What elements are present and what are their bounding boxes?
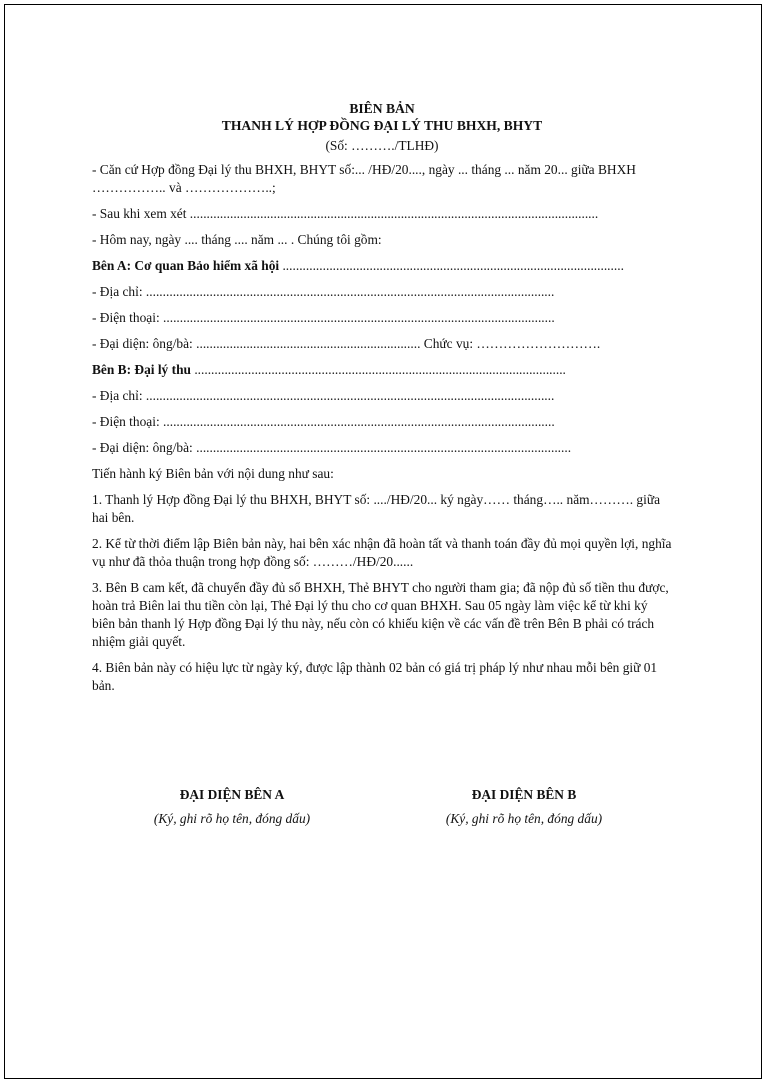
document-title-line1: BIÊN BẢN bbox=[349, 101, 415, 116]
party-a-heading bbox=[92, 257, 672, 275]
content-lead: Tiến hành ký Biên bản với nội dung như sau: bbox=[92, 466, 334, 481]
signature-party-a bbox=[102, 786, 362, 828]
party-a-representative: - Đại diện: ông/bà: ................................................................... Chức vụ: ………………………. bbox=[92, 336, 601, 351]
party-b-heading bbox=[92, 361, 672, 379]
document-body bbox=[92, 100, 672, 703]
document-number: (Số: ………./TLHĐ) bbox=[325, 138, 439, 153]
signature-party-b bbox=[394, 786, 654, 828]
party-a-label: Bên A: Cơ quan Bảo hiểm xã hội bbox=[92, 258, 280, 273]
party-a-label-dots: ...................................................................................................... bbox=[279, 258, 624, 273]
date-line: - Hôm nay, ngày .... tháng .... năm ... . Chúng tôi gồm: bbox=[92, 232, 382, 247]
party-b-label-dots: ............................................................................................................... bbox=[190, 362, 566, 377]
party-b-representative: - Đại diện: ông/bà: ................................................................................................................ bbox=[92, 440, 572, 455]
clause-1: 1. Thanh lý Hợp đồng Đại lý thu BHXH, BHYT số: ..../HĐ/20... ký ngày…… tháng….. năm………. giữa hai bên. bbox=[92, 492, 661, 525]
signature-a-note: (Ký, ghi rõ họ tên, đóng dấu) bbox=[153, 811, 311, 826]
review-line: - Sau khi xem xét .......................................................................................................................... bbox=[92, 206, 599, 221]
signature-b-note: (Ký, ghi rõ họ tên, đóng dấu) bbox=[445, 811, 603, 826]
signature-b-title: ĐẠI DIỆN BÊN B bbox=[471, 787, 577, 802]
party-b-address: - Địa chỉ: .......................................................................................................................... bbox=[92, 388, 555, 403]
clause-3: 3. Bên B cam kết, đã chuyển đầy đủ sổ BHXH, Thẻ BHYT cho người tham gia; đã nộp đủ số tiền thu được, hoàn trả Biên lai thu tiền còn lại, Thẻ Đại lý thu cho cơ quan BHXH. Sau 05 ngày làm việc kể từ khi ký biên bản thanh lý Hợp đồng Đại lý thu này, nếu còn có khiếu kiện về các vấn đề trên Bên B phải có trách nhiệm giải quyết. bbox=[92, 580, 669, 649]
party-b-phone: - Điện thoại: ..................................................................................................................... bbox=[92, 414, 555, 429]
party-b-label: Bên B: Đại lý thu bbox=[92, 362, 191, 377]
document-title-line2: THANH LÝ HỢP ĐỒNG ĐẠI LÝ THU BHXH, BHYT bbox=[221, 118, 543, 133]
clause-2: 2. Kể từ thời điểm lập Biên bản này, hai bên xác nhận đã hoàn tất và thanh toán đầy đủ mọi quyền lợi, nghĩa vụ như đã thỏa thuận trong hợp đồng số: ………/HĐ/20...... bbox=[92, 536, 672, 569]
basis-paragraph: - Căn cứ Hợp đồng Đại lý thu BHXH, BHYT số:... /HĐ/20...., ngày ... tháng ... năm 20... giữa BHXH …………….. và ………………..; bbox=[92, 162, 636, 195]
clause-4: 4. Biên bản này có hiệu lực từ ngày ký, được lập thành 02 bản có giá trị pháp lý như nhau mỗi bên giữ 01 bản. bbox=[92, 660, 658, 693]
party-a-phone: - Điện thoại: ..................................................................................................................... bbox=[92, 310, 555, 325]
party-a-address: - Địa chỉ: .......................................................................................................................... bbox=[92, 284, 555, 299]
signature-a-title: ĐẠI DIỆN BÊN A bbox=[179, 787, 285, 802]
signature-section bbox=[92, 786, 672, 836]
